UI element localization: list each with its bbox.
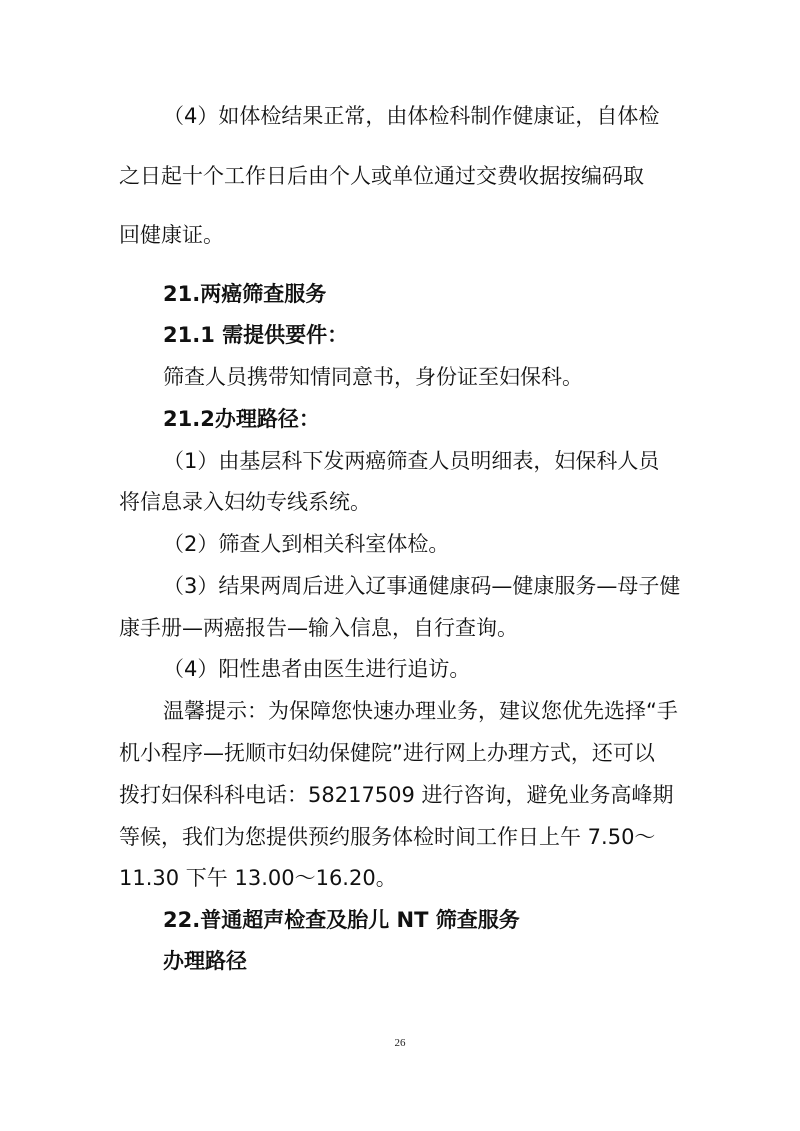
section-21-title: 21.两癌筛查服务 xyxy=(163,282,327,306)
step-4: （4）阳性患者由医生进行追访。 xyxy=(163,657,471,681)
step-1-line-2: 将信息录入妇幼专线系统。 xyxy=(119,490,371,514)
tip-line-5: 11.30 下午 13.00～16.20。 xyxy=(119,866,397,890)
paragraph-1-line-2: 之日起十个工作日后由个人或单位通过交费收据按编码取 xyxy=(119,164,644,188)
section-22-title: 22.普通超声检查及胎儿 NT 筛查服务 xyxy=(163,908,520,932)
section-21-1-title: 21.1 需提供要件： xyxy=(163,323,349,347)
paragraph-1-line-1: （4）如体检结果正常，由体检科制作健康证，自体检 xyxy=(163,104,660,128)
section-21-1-text: 筛查人员携带知情同意书，身份证至妇保科。 xyxy=(163,365,583,389)
section-22-sub-title: 办理路径 xyxy=(163,949,247,973)
step-3-line-2: 康手册—两癌报告—输入信息，自行查询。 xyxy=(119,616,518,640)
tip-line-1: 温馨提示：为保障您快速办理业务，建议您优先选择“手 xyxy=(163,699,678,723)
step-2: （2）筛查人到相关科室体检。 xyxy=(163,532,450,556)
section-21-2-title: 21.2办理路径： xyxy=(163,407,320,431)
tip-line-2: 机小程序—抚顺市妇幼保健院”进行网上办理方式，还可以 xyxy=(119,741,655,765)
tip-line-4: 等候，我们为您提供预约服务体检时间工作日上午 7.50～ xyxy=(119,825,656,849)
step-3-line-1: （3）结果两周后进入辽事通健康码—健康服务—母子健 xyxy=(163,574,681,598)
paragraph-1-line-3: 回健康证。 xyxy=(119,223,224,247)
step-1-line-1: （1）由基层科下发两癌筛查人员明细表，妇保科人员 xyxy=(163,449,660,473)
page-number: 26 xyxy=(394,1037,406,1049)
tip-line-3: 拨打妇保科科电话：58217509 进行咨询，避免业务高峰期 xyxy=(119,783,674,807)
